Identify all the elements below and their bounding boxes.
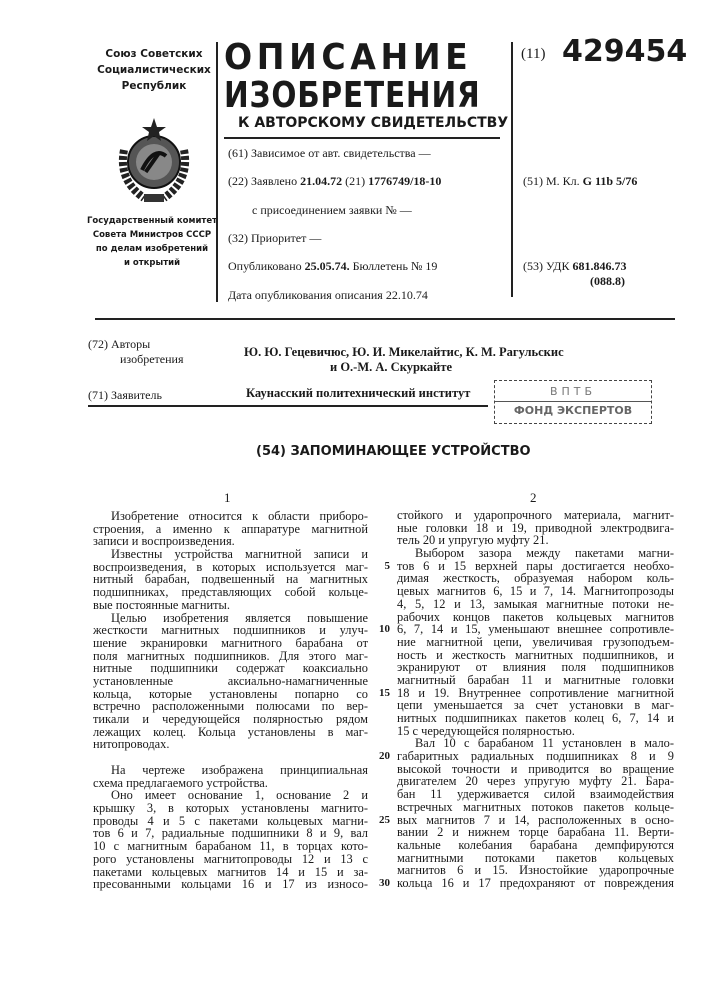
org-line: Республик <box>88 78 220 94</box>
text-line: ные головки 18 и 19, приводной электродвига- <box>397 522 674 535</box>
text-line: Изобретение относится к области приборо- <box>93 510 368 523</box>
text-line: стойкого и ударопрочного материала, магнит- <box>397 509 674 522</box>
text-line: димая жесткость, образуемая набором коль- <box>397 572 674 585</box>
f53-value-2: (088.8) <box>590 274 625 289</box>
library-stamp <box>494 380 652 424</box>
divider <box>511 42 513 297</box>
text-line: нитопроводах. <box>93 738 368 751</box>
f53-value: 681.846.73 <box>572 259 626 273</box>
committee-line: Совета Министров СССР <box>82 228 222 242</box>
stamp-line-2: ФОНД ЭКСПЕРТОВ <box>495 401 651 417</box>
text-line: тов 6 и 15 верхней пары достигается необхо- <box>397 560 674 573</box>
text-line: вых магнитов 7 и 14, расположенных в осно- <box>397 814 674 827</box>
divider <box>88 405 488 407</box>
text-line: схема предлагаемого устройства. <box>93 777 368 790</box>
text-line: ность и жесткость магнитных подшипников, и <box>397 649 674 662</box>
field-53 <box>523 259 626 274</box>
divider <box>224 137 500 139</box>
text-line: вые постоянные магниты. <box>93 599 368 612</box>
pub-label: Опубликовано <box>228 259 302 273</box>
text-line: пресованными кольцами 16 и 17 из износо- <box>93 878 368 891</box>
field-published <box>228 259 437 274</box>
text-line: тель 20 и упругую муфту 21. <box>397 534 674 547</box>
text-line: записи и воспроизведения. <box>93 535 368 548</box>
doc-title-2: ИЗОБРЕТЕНИЯ <box>224 78 481 114</box>
text-column-1 <box>93 510 368 751</box>
applicant-name: Каунасский политехнический институт <box>246 386 470 401</box>
text-line: 15 с чередующейся полярностью. <box>397 725 674 738</box>
line-number: 15 <box>374 687 390 699</box>
authors-label-2: изобретения <box>88 352 183 367</box>
committee-line: и открытий <box>82 256 222 270</box>
field-22 <box>228 174 441 189</box>
divider <box>95 318 675 320</box>
f53-label: (53) УДК <box>523 259 569 273</box>
bulletin: Бюллетень № 19 <box>353 259 438 273</box>
text-line: крышку 3, в которых установлены магнито- <box>93 802 368 815</box>
org-name <box>88 46 220 94</box>
patent-number: 429454 <box>562 34 687 69</box>
authors-names: Ю. Ю. Гецевичюс, Ю. И. Микелайтис, К. М. Рагульскис <box>244 345 564 360</box>
text-line: магнитный барабан 11 и магнитные головки <box>397 674 674 687</box>
f22-label: (22) Заявлено <box>228 174 297 188</box>
authors-label <box>88 337 183 367</box>
field-desc-date: Дата опубликования описания 22.10.74 <box>228 288 428 303</box>
text-line: 10 с магнитным барабаном 11, в торцах кото- <box>93 840 368 853</box>
doc-subtitle: К АВТОРСКОМУ СВИДЕТЕЛЬСТВУ <box>238 115 508 131</box>
text-line: цевых магнитов 6, 15 и 7, 14. Магнитопрозоды <box>397 585 674 598</box>
text-line: воспроизведения, в которых используется маг- <box>93 561 368 574</box>
text-line: 4, 5, 12 и 13, замыкая магнитные потоки не- <box>397 598 674 611</box>
text-line: Оно имеет основание 1, основание 2 и <box>93 789 368 802</box>
f21-label: (21) <box>345 174 365 188</box>
text-line: пакетами кольцевых магнитов 14 и 15 и за- <box>93 866 368 879</box>
f51-label: (51) М. Кл. <box>523 174 580 188</box>
invention-title: (54) ЗАПОМИНАЮЩЕЕ УСТРОЙСТВО <box>256 444 531 459</box>
line-number: 20 <box>374 750 390 762</box>
text-line: бан 11 удерживается силой взаимодействия <box>397 788 674 801</box>
text-column-2 <box>397 509 674 890</box>
state-emblem-icon <box>104 110 204 210</box>
authors-names-2: и О.-М. А. Скуркайте <box>330 360 452 375</box>
f51-value: G 11b 5/76 <box>583 174 638 188</box>
org-line: Союз Советских <box>88 46 220 62</box>
number-code: (11) <box>521 46 545 63</box>
pub-date: 25.05.74. <box>305 259 350 273</box>
text-column-1-part-2 <box>93 764 368 891</box>
patent-page <box>0 0 707 1000</box>
text-line: лежащих колец. Кольца установлены в маг- <box>93 726 368 739</box>
text-line: поля магнитных подшипников. Для этого маг- <box>93 650 368 663</box>
org-line: Социалистических <box>88 62 220 78</box>
text-line: рого установлены магнитопроводы 12 и 13 с <box>93 853 368 866</box>
text-line: вании 2 и нижнем торце барабана 11. Верти- <box>397 826 674 839</box>
text-line: двигателем 20 через упругую муфту 21. Бара- <box>397 775 674 788</box>
column-number-2: 2 <box>530 490 537 506</box>
text-line: строения, а именно к аппаратуре магнитной <box>93 523 368 536</box>
text-line: цепи уменьшается за счет установки в маг- <box>397 699 674 712</box>
column-number-1: 1 <box>224 490 231 506</box>
text-line: 6, 7, 14 и 15, уменьшают внешнее сопротивле- <box>397 623 674 636</box>
text-line: кальные колебания барабана демпфируются <box>397 839 674 852</box>
f21-value: 1776749/18-10 <box>368 174 441 188</box>
text-line: высокой точности и приводится во вращение <box>397 763 674 776</box>
line-number: 5 <box>374 560 390 572</box>
text-line: установленные аксиально-намагниченные <box>93 675 368 688</box>
text-line: Целью изобретения является повышение <box>93 612 368 625</box>
text-line: экранируют от влияния поля подшипников <box>397 661 674 674</box>
text-line: нитных подшипниках пакетов колец 6, 7, 14 и <box>397 712 674 725</box>
text-line: ние магнитной цепи, увеличивая грузоподъем- <box>397 636 674 649</box>
text-line: магнитов 6 и 15. Изностойкие ударопрочные <box>397 864 674 877</box>
text-line: подшипниках, представляющих собой кольце- <box>93 586 368 599</box>
divider <box>216 42 218 302</box>
authors-label-1: (72) Авторы <box>88 337 183 352</box>
field-32: (32) Приоритет — <box>228 231 321 246</box>
applicant-label: (71) Заявитель <box>88 388 162 403</box>
text-line: нитный барабан, подвешенный на магнитных <box>93 573 368 586</box>
f22-date: 21.04.72 <box>300 174 342 188</box>
text-line: встречно расположенными полюсами по вер- <box>93 700 368 713</box>
committee-line: по делам изобретений <box>82 242 222 256</box>
text-line: нитные подшипники содержат коаксиально <box>93 662 368 675</box>
text-line: жесткости магнитных подшипников и улуч- <box>93 624 368 637</box>
text-line: Выбором зазора между пакетами магни- <box>397 547 674 560</box>
text-line: встречных магнитных потоков пакетов кольце- <box>397 801 674 814</box>
line-number: 10 <box>374 623 390 635</box>
committee-line: Государственный комитет <box>82 214 222 228</box>
text-line: магнитными потоками пакетов кольцевых <box>397 852 674 865</box>
text-line: рабочих концов пакетов кольцевых магнитов <box>397 611 674 624</box>
text-line: Известны устройства магнитной записи и <box>93 548 368 561</box>
text-line: кольца, которые установлены попарно со <box>93 688 368 701</box>
line-number: 30 <box>374 877 390 889</box>
text-line: шение экранировки магнитного барабана от <box>93 637 368 650</box>
doc-title: ОПИСАНИЕ <box>224 40 472 76</box>
field-join: с присоединением заявки № — <box>252 203 412 218</box>
committee-name <box>82 214 222 270</box>
text-line: тикали и чередующейся полярностью рядом <box>93 713 368 726</box>
line-number: 25 <box>374 814 390 826</box>
text-line: 18 и 19. Внутреннее сопротивление магнитной <box>397 687 674 700</box>
text-line: кольца 16 и 17 предохраняют от повреждения <box>397 877 674 890</box>
field-61: (61) Зависимое от авт. свидетельства — <box>228 146 431 161</box>
text-line: Вал 10 с барабаном 11 установлен в мало- <box>397 737 674 750</box>
stamp-line-1: ВПТБ <box>495 385 651 398</box>
text-line: габаритных радиальных подшипниках 8 и 9 <box>397 750 674 763</box>
text-line: На чертеже изображена принципиальная <box>93 764 368 777</box>
text-line: проводы 4 и 5 с пакетами кольцевых магни- <box>93 815 368 828</box>
field-51 <box>523 174 637 189</box>
text-line: тов 6 и 7, радиальные подшипники 8 и 9, вал <box>93 827 368 840</box>
